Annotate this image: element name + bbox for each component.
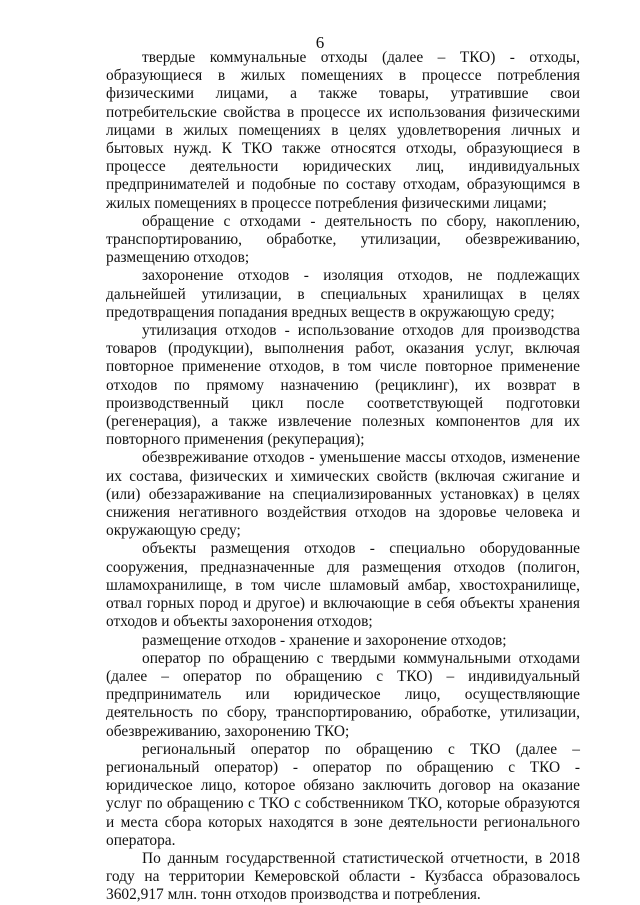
paragraph-tko-definition: твердые коммунальные отходы (далее – ТКО) - отходы, образующиеся в жилых помещениях в процессе потребления физическими лицами, а также товары, утратившие свои потребительские свойства в процессе их использования физическими лицами в жилых помещениях в целях удовлетворения личных и бытовых нужд. К ТКО также относятся отходы, образующиеся в процессе деятельности юридических лиц, индивидуальных предпринимателей и подобные по составу отходам, образующимся в жилых помещениях в процессе потребления физическими лицами; <box>106 49 580 212</box>
paragraph-waste-burial-definition: захоронение отходов - изоляция отходов, не подлежащих дальнейшей утилизации, в специальных хранилищах в целях предотвращения попадания вредных веществ в окружающую среду; <box>106 267 580 321</box>
paragraph-statistics: По данным государственной статистической отчетности, в 2018 году на территории Кемеровской области - Кузбасса образовалось 3602,917 млн. тонн отходов производства и потребления. <box>106 849 580 904</box>
page-number: 6 <box>315 33 325 52</box>
document-body <box>106 49 580 905</box>
paragraph-regional-operator-definition: региональный оператор по обращению с ТКО (далее – региональный оператор) - оператор по обращению с ТКО - юридическое лицо, которое обязано заключить договор на оказание услуг по обращению с ТКО с собственником ТКО, которые образуются и места сбора которых находятся в зоне деятельности регионального оператора. <box>106 740 580 849</box>
paragraph-tko-operator-definition: оператор по обращению с твердыми коммунальными отходами (далее – оператор по обращению с ТКО) – индивидуальный предприниматель или юридическое лицо, осуществляющие деятельность по сбору, транспортированию, обработке, утилизации, обезвреживанию, захоронению ТКО; <box>106 649 580 740</box>
paragraph-waste-neutralization-definition: обезвреживание отходов - уменьшение массы отходов, изменение их состава, физических и химических свойств (включая сжигание и (или) обеззараживание на специализированных установках) в целях снижения негативного воздействия отходов на здоровье человека и окружающую среду; <box>106 449 580 540</box>
paragraph-waste-placement-definition: размещение отходов - хранение и захоронение отходов; <box>142 631 507 649</box>
paragraph-disposal-facilities-definition: объекты размещения отходов - специально оборудованные сооружения, предназначенные для размещения отходов (полигон, шламохранилище, в том числе шламовый амбар, хвостохранилище, отвал горных пород и другое) и включающие в себя объекты хранения отходов и объекты захоронения отходов; <box>106 540 580 631</box>
paragraph-waste-handling-definition: обращение с отходами - деятельность по сбору, накоплению, транспортированию, обработке, утилизации, обезвреживанию, размещению отходов; <box>106 212 580 267</box>
paragraph-waste-utilization-definition: утилизация отходов - использование отходов для производства товаров (продукции), выполнения работ, оказания услуг, включая повторное применение отходов, в том числе повторное применение отходов по прямому назначению (рециклинг), их возврат в производственный цикл после соответствующей подготовки (регенерация), а также извлечение полезных компонентов для их повторного применения (рекуперация); <box>106 322 580 449</box>
